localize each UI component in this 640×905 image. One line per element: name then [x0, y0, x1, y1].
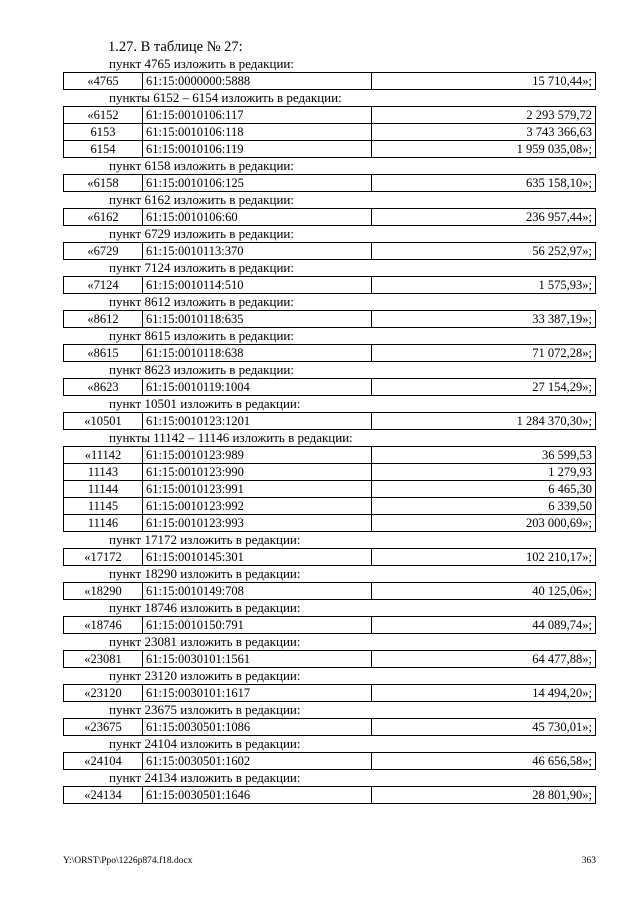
cadastral-number-cell: 61:15:0010106:60	[143, 209, 372, 226]
table-row	[64, 107, 596, 124]
amendment-section	[63, 430, 596, 532]
item-number-cell: «6162	[64, 209, 143, 226]
amendment-intro: пункт 23675 изложить в редакции:	[109, 702, 301, 717]
cadastral-number-cell: 61:15:0030501:1602	[143, 753, 372, 770]
value-cell: 44 089,74»;	[372, 617, 596, 634]
amendment-table	[63, 582, 596, 600]
amendment-table	[63, 446, 596, 532]
amendment-section	[63, 770, 596, 804]
cadastral-number-cell: 61:15:0010118:638	[143, 345, 372, 362]
value-cell: 6 465,30	[372, 481, 596, 498]
amendment-intro: пункт 17172 изложить в редакции:	[109, 532, 301, 547]
item-number-cell: 11146	[64, 515, 143, 532]
item-number-cell: «18290	[64, 583, 143, 600]
item-number-cell: 11145	[64, 498, 143, 515]
amendment-section	[63, 90, 596, 158]
table-row	[64, 311, 596, 328]
amendment-section	[63, 566, 596, 600]
value-cell: 203 000,69»;	[372, 515, 596, 532]
item-number-cell: «6158	[64, 175, 143, 192]
value-cell: 27 154,29»;	[372, 379, 596, 396]
value-cell: 6 339,50	[372, 498, 596, 515]
item-number-cell: 11144	[64, 481, 143, 498]
amendment-intro: пункт 24104 изложить в редакции:	[109, 736, 301, 751]
amendment-intro: пункт 6162 изложить в редакции:	[109, 192, 294, 207]
table-row	[64, 787, 596, 804]
value-cell: 102 210,17»;	[372, 549, 596, 566]
amendment-intro: пункт 18746 изложить в редакции:	[109, 600, 301, 615]
value-cell: 1 284 370,30»;	[372, 413, 596, 430]
amendment-table	[63, 72, 596, 90]
item-number-cell: «6729	[64, 243, 143, 260]
amendment-section	[63, 362, 596, 396]
table-row	[64, 498, 596, 515]
amendment-section	[63, 634, 596, 668]
item-number-cell: «23675	[64, 719, 143, 736]
value-cell: 14 494,20»;	[372, 685, 596, 702]
amendment-table	[63, 242, 596, 260]
table-row	[64, 379, 596, 396]
item-number-cell: «23120	[64, 685, 143, 702]
cadastral-number-cell: 61:15:0010106:119	[143, 141, 372, 158]
amendment-section	[63, 600, 596, 634]
item-number-cell: «7124	[64, 277, 143, 294]
cadastral-number-cell: 61:15:0010123:993	[143, 515, 372, 532]
amendment-table	[63, 718, 596, 736]
amendment-section	[63, 532, 596, 566]
amendment-section	[63, 158, 596, 192]
item-number-cell: «11142	[64, 447, 143, 464]
cadastral-number-cell: 61:15:0010114:510	[143, 277, 372, 294]
table-row	[64, 413, 596, 430]
value-cell: 45 730,01»;	[372, 719, 596, 736]
cadastral-number-cell: 61:15:0010118:635	[143, 311, 372, 328]
value-cell: 64 477,88»;	[372, 651, 596, 668]
item-number-cell: «23081	[64, 651, 143, 668]
amendment-section	[63, 226, 596, 260]
item-number-cell: «24134	[64, 787, 143, 804]
amendment-intro: пункт 24134 изложить в редакции:	[109, 770, 301, 785]
item-number-cell: «6152	[64, 107, 143, 124]
value-cell: 40 125,06»;	[372, 583, 596, 600]
table-row	[64, 124, 596, 141]
value-cell: 1 575,93»;	[372, 277, 596, 294]
item-number-cell: «8615	[64, 345, 143, 362]
amendment-intro: пункт 23081 изложить в редакции:	[109, 634, 301, 649]
value-cell: 15 710,44»;	[372, 73, 596, 90]
cadastral-number-cell: 61:15:0030101:1617	[143, 685, 372, 702]
cadastral-number-cell: 61:15:0010145:301	[143, 549, 372, 566]
table-row	[64, 209, 596, 226]
amendment-intro: пункт 4765 изложить в редакции:	[109, 56, 294, 71]
value-cell: 46 656,58»;	[372, 753, 596, 770]
value-cell: 36 599,53	[372, 447, 596, 464]
cadastral-number-cell: 61:15:0030501:1646	[143, 787, 372, 804]
amendment-section	[63, 702, 596, 736]
table-row	[64, 583, 596, 600]
amendment-intro: пункт 8623 изложить в редакции:	[109, 362, 294, 377]
value-cell: 33 387,19»;	[372, 311, 596, 328]
cadastral-number-cell: 61:15:0010149:708	[143, 583, 372, 600]
amendment-intro: пункт 8612 изложить в редакции:	[109, 294, 294, 309]
amendment-table	[63, 344, 596, 362]
cadastral-number-cell: 61:15:0010119:1004	[143, 379, 372, 396]
amendment-table	[63, 106, 596, 158]
value-cell: 3 743 366,63	[372, 124, 596, 141]
footer-file-path: Y:\ORST\Ppo\1226p874.f18.docx	[63, 856, 193, 866]
cadastral-number-cell: 61:15:0010123:992	[143, 498, 372, 515]
amendment-table	[63, 208, 596, 226]
amendment-table	[63, 684, 596, 702]
item-number-cell: 11143	[64, 464, 143, 481]
cadastral-number-cell: 61:15:0000000:5888	[143, 73, 372, 90]
table-row	[64, 481, 596, 498]
cadastral-number-cell: 61:15:0010106:117	[143, 107, 372, 124]
value-cell: 2 293 579,72	[372, 107, 596, 124]
amendment-section	[63, 668, 596, 702]
amendment-section	[63, 56, 596, 90]
table-row	[64, 685, 596, 702]
table-row	[64, 464, 596, 481]
amendment-table	[63, 650, 596, 668]
item-number-cell: «8623	[64, 379, 143, 396]
table-row	[64, 617, 596, 634]
table-row	[64, 345, 596, 362]
item-number-cell: 6154	[64, 141, 143, 158]
amendment-intro: пункт 10501 изложить в редакции:	[109, 396, 301, 411]
table-row	[64, 175, 596, 192]
amendment-table	[63, 752, 596, 770]
value-cell: 28 801,90»;	[372, 787, 596, 804]
table-row	[64, 719, 596, 736]
item-number-cell: 6153	[64, 124, 143, 141]
item-number-cell: «4765	[64, 73, 143, 90]
amendment-intro: пункт 7124 изложить в редакции:	[109, 260, 294, 275]
item-number-cell: «10501	[64, 413, 143, 430]
amendment-table	[63, 310, 596, 328]
value-cell: 56 252,97»;	[372, 243, 596, 260]
amendment-section	[63, 192, 596, 226]
amendment-table	[63, 412, 596, 430]
item-number-cell: «18746	[64, 617, 143, 634]
value-cell: 71 072,28»;	[372, 345, 596, 362]
table-row	[64, 753, 596, 770]
amendment-intro: пункты 11142 – 11146 изложить в редакции:	[109, 430, 353, 445]
amendment-section	[63, 260, 596, 294]
cadastral-number-cell: 61:15:0010123:990	[143, 464, 372, 481]
cadastral-number-cell: 61:15:0010106:118	[143, 124, 372, 141]
amendment-table	[63, 378, 596, 396]
amendment-intro: пункт 6729 изложить в редакции:	[109, 226, 294, 241]
table-row	[64, 243, 596, 260]
item-number-cell: «24104	[64, 753, 143, 770]
cadastral-number-cell: 61:15:0010123:989	[143, 447, 372, 464]
item-number-cell: «8612	[64, 311, 143, 328]
footer-page-number: 363	[581, 856, 596, 866]
cadastral-number-cell: 61:15:0010123:1201	[143, 413, 372, 430]
cadastral-number-cell: 61:15:0030101:1561	[143, 651, 372, 668]
amendment-table	[63, 616, 596, 634]
amendment-section	[63, 396, 596, 430]
value-cell: 635 158,10»;	[372, 175, 596, 192]
amendment-intro: пункт 23120 изложить в редакции:	[109, 668, 301, 683]
cadastral-number-cell: 61:15:0010113:370	[143, 243, 372, 260]
cadastral-number-cell: 61:15:0010123:991	[143, 481, 372, 498]
cadastral-number-cell: 61:15:0010150:791	[143, 617, 372, 634]
amendment-section	[63, 294, 596, 328]
amendment-intro: пункт 6158 изложить в редакции:	[109, 158, 294, 173]
section-heading: 1.27. В таблице № 27:	[108, 39, 243, 55]
value-cell: 1 959 035,08»;	[372, 141, 596, 158]
table-row	[64, 651, 596, 668]
amendment-table	[63, 786, 596, 804]
cadastral-number-cell: 61:15:0030501:1086	[143, 719, 372, 736]
table-row	[64, 141, 596, 158]
amendment-intro: пункт 8615 изложить в редакции:	[109, 328, 294, 343]
cadastral-number-cell: 61:15:0010106:125	[143, 175, 372, 192]
value-cell: 1 279,93	[372, 464, 596, 481]
amendment-intro: пункты 6152 – 6154 изложить в редакции:	[109, 90, 342, 105]
amendment-intro: пункт 18290 изложить в редакции:	[109, 566, 301, 581]
table-row	[64, 447, 596, 464]
value-cell: 236 957,44»;	[372, 209, 596, 226]
table-row	[64, 73, 596, 90]
amendment-table	[63, 174, 596, 192]
amendment-table	[63, 276, 596, 294]
table-row	[64, 515, 596, 532]
amendment-section	[63, 736, 596, 770]
table-row	[64, 549, 596, 566]
amendment-table	[63, 548, 596, 566]
amendments-list	[63, 56, 596, 804]
amendment-section	[63, 328, 596, 362]
item-number-cell: «17172	[64, 549, 143, 566]
table-row	[64, 277, 596, 294]
